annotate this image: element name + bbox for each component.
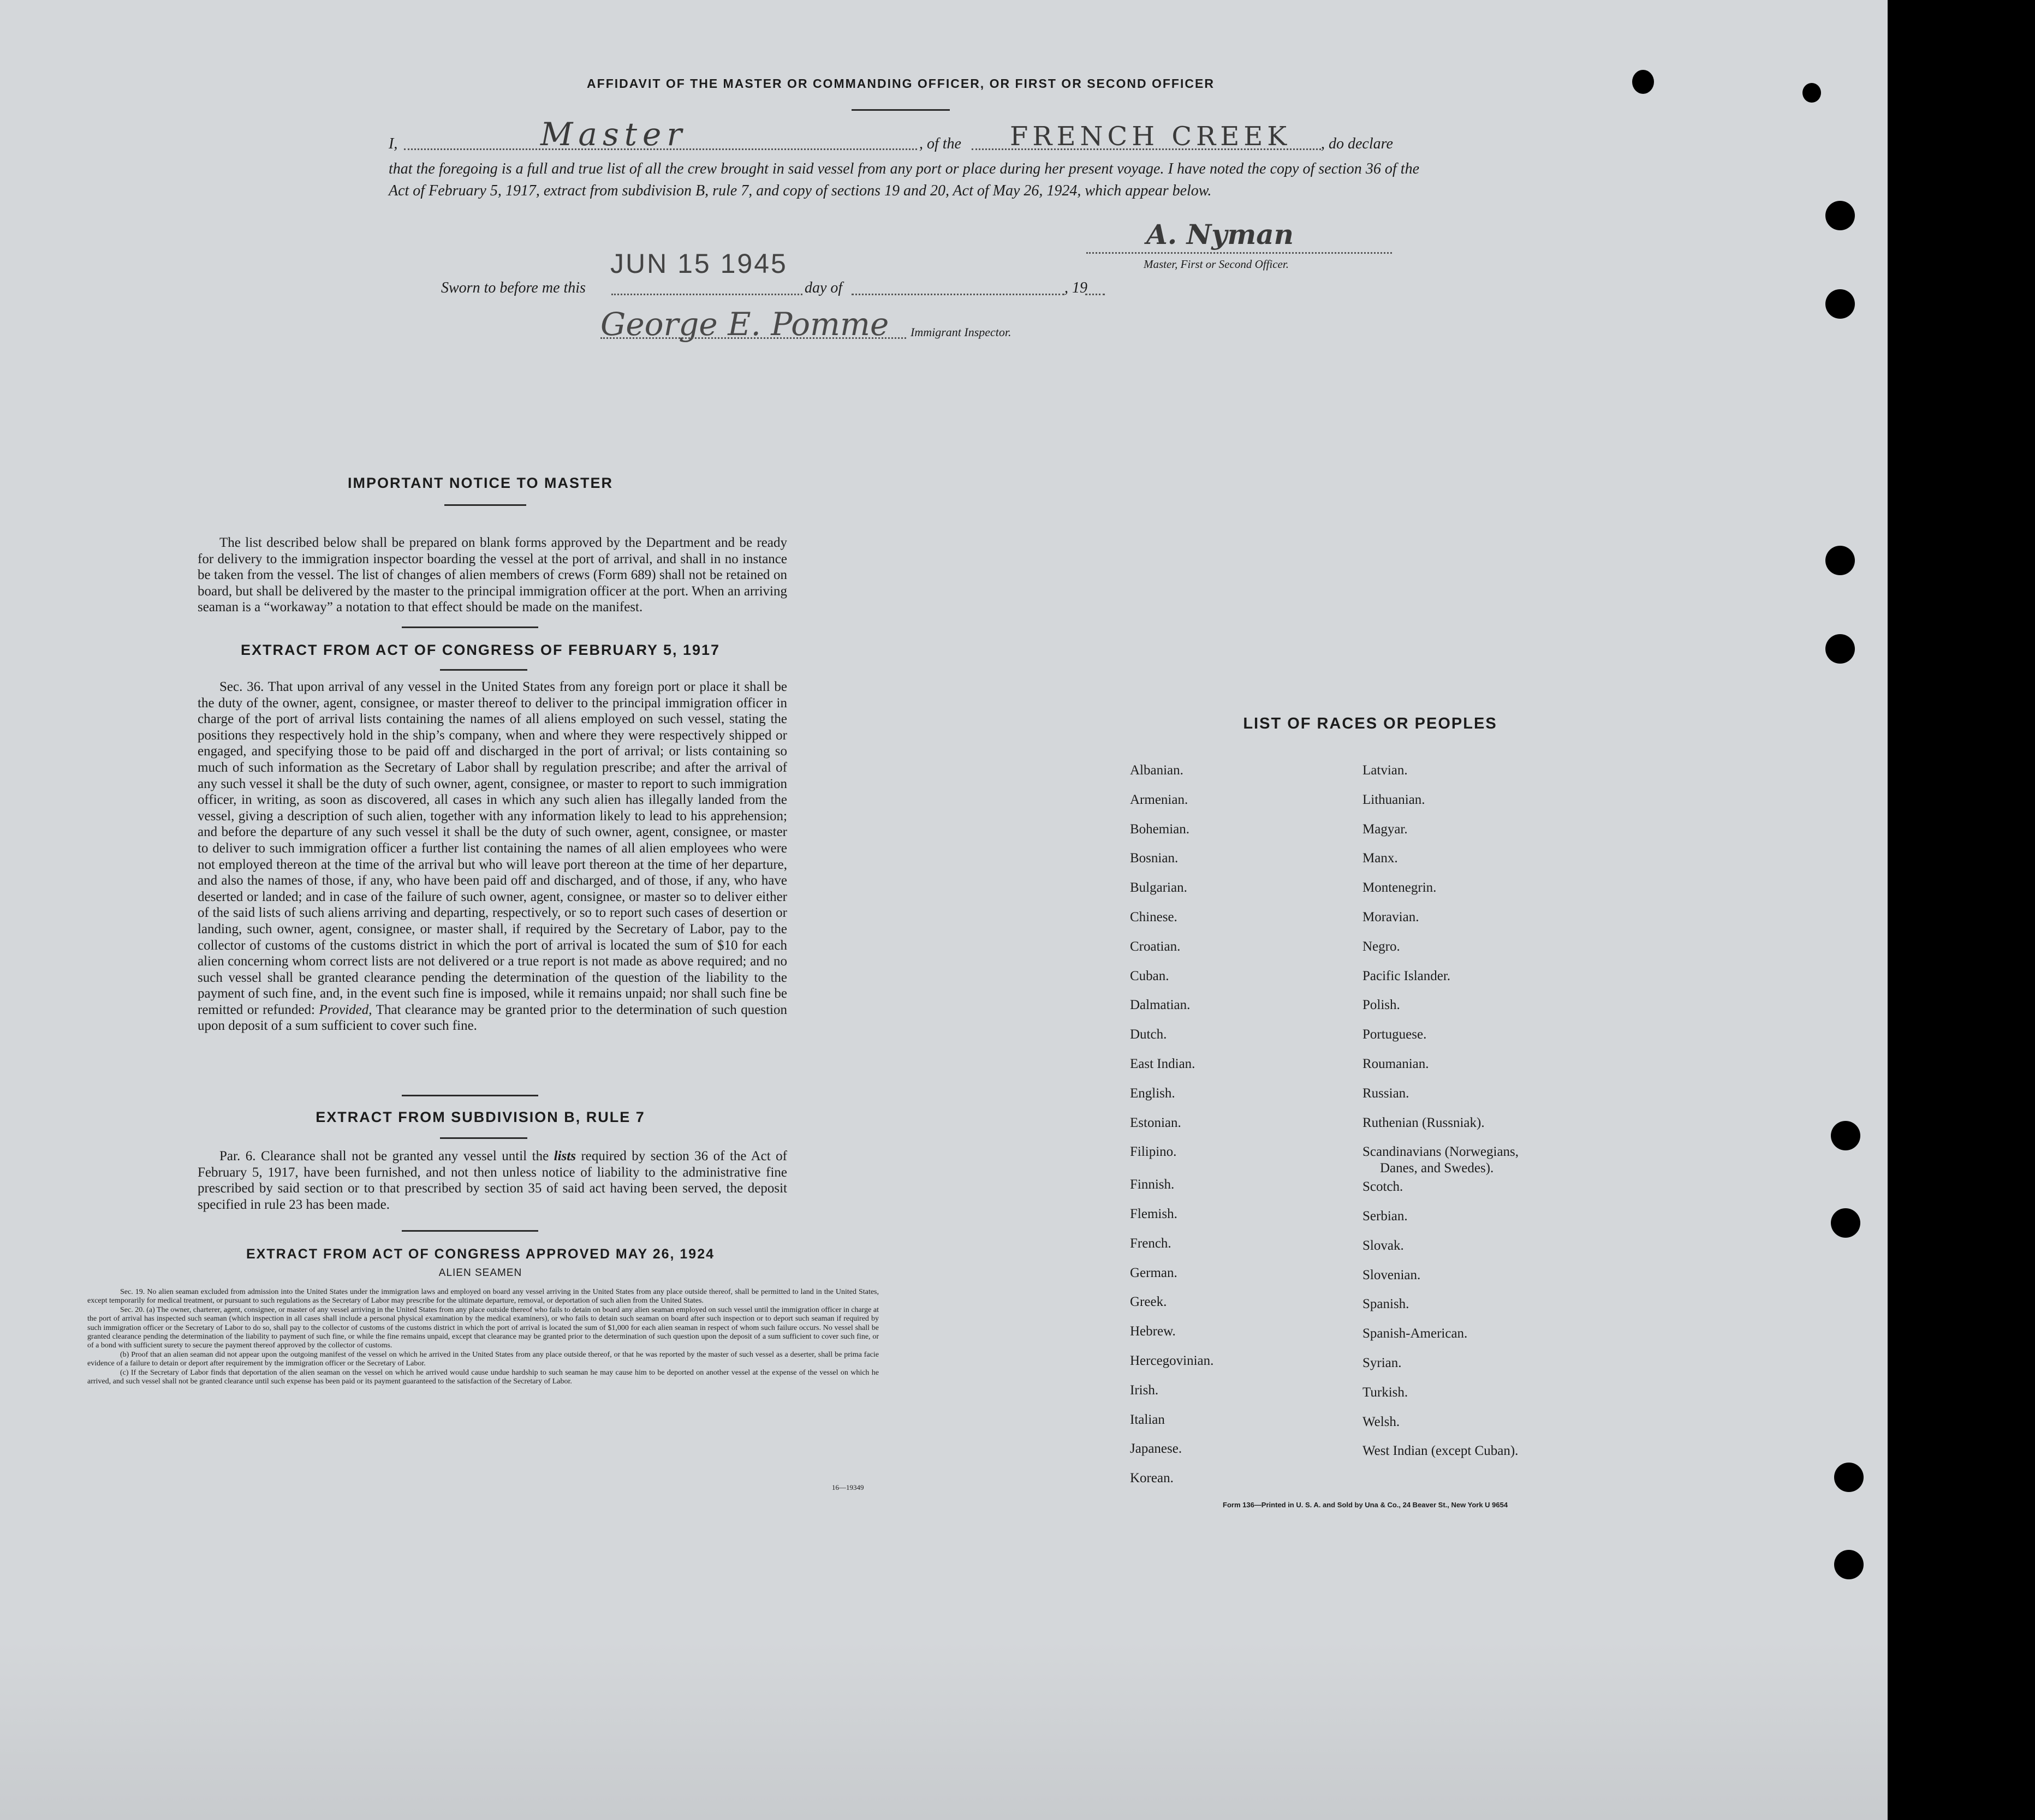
section-19-text: Sec. 19. No alien seaman excluded from admission into the United States under the immigration laws and employed on board any vessel arriving in the United States from any place outside thereof, shall be permitted to land in the United States, except temporarily for medical treatment, or pursuant to such regulations as the Secretary of Labor may prescribe for the ultimate departure, removal, or deportation of such alien from the United States. [87, 1288, 879, 1305]
provided-word: Provided, [319, 1002, 372, 1017]
master-label: Master, First or Second Officer. [1144, 258, 1289, 271]
race-item: Croatian. [1130, 939, 1181, 954]
race-item: French. [1130, 1236, 1171, 1251]
race-item: Dutch. [1130, 1027, 1167, 1042]
race-item: Roumanian. [1362, 1057, 1429, 1071]
race-item: Ruthenian (Russniak). [1362, 1115, 1485, 1130]
races-heading: LIST OF RACES OR PEOPLES [1243, 715, 1497, 732]
punch-hole [1802, 83, 1821, 103]
race-item: Spanish. [1362, 1297, 1409, 1312]
divider [440, 669, 527, 671]
day-line [611, 294, 802, 295]
inspector-label: Immigrant Inspector. [911, 325, 1011, 339]
signature-line [1086, 252, 1392, 254]
handwritten-master: Master [540, 116, 688, 153]
notice-heading: IMPORTANT NOTICE TO MASTER [348, 475, 613, 491]
section-36-label: Sec. 36. [219, 679, 264, 694]
race-item: Korean. [1130, 1471, 1174, 1486]
race-item: Bosnian. [1130, 851, 1179, 866]
race-item: English. [1130, 1085, 1175, 1101]
race-item: Russian. [1362, 1085, 1409, 1101]
race-item: Montenegrin. [1362, 880, 1437, 896]
affidavit-heading: AFFIDAVIT OF THE MASTER OR COMMANDING OFFICER, OR FIRST OR SECOND OFFICER [587, 76, 1215, 91]
handwritten-vessel-name: FRENCH CREEK [1010, 121, 1292, 152]
race-item: Pacific Islander. [1362, 968, 1451, 983]
race-item: Moravian. [1362, 910, 1419, 924]
punch-hole [1825, 289, 1855, 319]
punch-hole [1825, 546, 1855, 575]
race-item: Scotch. [1362, 1179, 1403, 1195]
paragraph-6-text: Par. 6. Clearance shall not be granted any vessel until the lists required by section 36 of the Act of February 5, 1917, have been furnished, and not then unless notice of liability to the administrative fine prescribed by said section or to that prescribed by section 35 of said act having been served, the deposit specified in rule 23 has been made. [198, 1149, 787, 1212]
race-item: Turkish. [1362, 1385, 1408, 1400]
section-20c-text: (c) If the Secretary of Labor finds that deportation of the alien seaman on the vessel on which he arrived would cause undue hardship to such seaman he may cause him to be deported on another vessel at the expense of the vessel on which he arrived, and such vessel shall not be granted clearance until such expense has been paid or its payment guaranteed to the satisfaction of the Secretary of Labor. [87, 1368, 879, 1386]
race-item: Bohemian. [1130, 821, 1190, 837]
divider [402, 626, 538, 628]
extract-1924-body [87, 1288, 879, 1386]
race-item: Greek. [1130, 1294, 1167, 1310]
race-item: Japanese. [1130, 1441, 1182, 1457]
inspector-line [600, 337, 906, 339]
race-item: Hebrew. [1130, 1324, 1176, 1339]
race-item: West Indian (except Cuban). [1362, 1443, 1519, 1459]
punch-hole [1825, 201, 1855, 230]
divider [402, 1230, 538, 1232]
race-item: Negro. [1362, 939, 1400, 954]
punch-hole [1834, 1463, 1864, 1492]
master-signature: A. Nyman [1146, 218, 1294, 250]
form-code: 16—19349 [832, 1483, 864, 1491]
race-item: Estonian. [1130, 1115, 1181, 1130]
section-36-text: Sec. 36. That upon arrival of any vessel in the United States from any foreign port or place it shall be the duty of the owner, agent, consignee, or master thereof to deliver to the principal immigration officer in charge of the port of arrival lists containing the names of all aliens employed on such vessel, stating the positions they respectively hold in the ship’s company, when and where they were respectively shipped or engaged, and specifying those to be paid off and discharged in the port of arrival; or lists containing so much of such information as the Secretary of Labor shall by regulation prescribe; and after the arrival of any such vessel it shall be the duty of such owner, agent, consignee, or master to report to such immigration officer, in writing, as soon as discovered, all cases in which any such alien has illegally landed from the vessel, giving a description of such alien, together with any information likely to lead to his apprehension; and before the departure of any such vessel it shall be the duty of such owner, agent, consignee, or master to deliver to such immigration officer a further list containing the names of all alien employees who were not employed thereon at the time of the arrival but who will leave port thereon at the time of her departure, and also the names of those, if any, who have been paid off and discharged, and of those, if any, who have deserted or landed; and in case of the failure of such owner, agent, consignee, or master so to deliver either of the said lists of such aliens arriving and departing, respectively, or so to report such cases of desertion or landing, such owner, agent, consignee, or master shall, if required by the Secretary of Labor, pay to the collector of customs of the customs district in which the port of arrival is located the sum of $10 for each alien concerning whom correct lists are not delivered or a true report is not made as above required; and no such vessel shall be granted clearance pending the determination of the question of the liability to the payment of such fine, and, in the event such fine is imposed, while it remains unpaid; nor shall such fine be remitted or refunded: Provided, That clearance may be granted prior to the determination of such question upon deposit of a sum sufficient to cover such fine. [198, 679, 788, 1034]
affidavit-i-label: I, [389, 135, 398, 152]
divider [444, 504, 526, 506]
paragraph-6-label: Par. 6. [219, 1149, 256, 1163]
race-item: Spanish-American. [1362, 1326, 1468, 1341]
race-item: Serbian. [1362, 1209, 1408, 1224]
race-item: Albanian. [1130, 763, 1183, 778]
race-item: Welsh. [1362, 1414, 1400, 1429]
punch-hole [1834, 1550, 1864, 1579]
race-item: Hercegovinian. [1130, 1353, 1214, 1368]
of-the-label: , of the [919, 135, 961, 152]
race-item: Flemish. [1130, 1207, 1177, 1221]
extract-1917-heading: EXTRACT FROM ACT OF CONGRESS OF FEBRUARY 5, 1917 [240, 642, 721, 658]
punch-hole [1831, 1121, 1860, 1150]
punch-hole [1825, 634, 1855, 664]
race-item: Slovenian. [1362, 1267, 1421, 1282]
divider [852, 109, 950, 111]
divider [402, 1095, 538, 1096]
race-item: Manx. [1362, 851, 1398, 866]
do-declare-label: , do declare [1321, 135, 1393, 152]
year-line [1085, 294, 1105, 295]
race-item: Portuguese. [1362, 1027, 1427, 1042]
rule7-heading: EXTRACT FROM SUBDIVISION B, RULE 7 [316, 1109, 645, 1125]
race-item: Cuban. [1130, 968, 1169, 983]
race-item: Magyar. [1362, 821, 1408, 837]
race-item: Finnish. [1130, 1177, 1175, 1192]
section-20b-text: (b) Proof that an alien seaman did not appear upon the outgoing manifest of the vessel on which he arrived in the United States from any place outside thereof, or that he was reported by the master of such vessel as a deserter, shall be prima facie evidence of a failure to detain or deport after requirement by the immigration officer or the Secretary of Labor. [87, 1350, 879, 1368]
notice-text: The list described below shall be prepared on blank forms approved by the Department and be ready for delivery to the immigration inspector boarding the vessel at the port of arrival, and shall in no instance be taken from the vessel. The list of changes of alien members of crews (Form 689) shall not be retained on board, but shall be delivered by the master to the principal immigration officer at the port. When an arriving seaman is a “workaway” a notation to that effect should be made on the manifest. [198, 535, 787, 615]
race-item: Chinese. [1130, 910, 1177, 924]
race-item: Armenian. [1130, 792, 1188, 807]
race-item: Italian [1130, 1412, 1165, 1427]
race-item: Bulgarian. [1130, 880, 1187, 896]
affidavit-text: that the foregoing is a full and true list of all the crew brought in said vessel from any port or place during her present voyage. I have noted the copy of section 36 of the Act of February 5, 1917, extract from subdivision B, rule 7, and copy of sections 19 and 20, Act of May 26, 1924, which appear below. [389, 160, 1419, 199]
punch-hole [1831, 1208, 1860, 1238]
inspector-signature: George E. Pomme [600, 306, 889, 343]
race-item: Slovak. [1362, 1238, 1404, 1253]
month-line [852, 294, 1064, 295]
race-item: Lithuanian. [1362, 792, 1425, 807]
race-item: Filipino. [1130, 1144, 1177, 1160]
divider [440, 1137, 527, 1139]
race-item: Danes, and Swedes). [1380, 1161, 1494, 1176]
punch-hole [1632, 70, 1654, 94]
extract-1924-heading: EXTRACT FROM ACT OF CONGRESS APPROVED MAY 26, 1924 [246, 1246, 715, 1262]
race-item: Latvian. [1362, 763, 1408, 778]
form-printer-note: Form 136—Printed in U. S. A. and Sold by Una & Co., 24 Beaver St., New York U 9654 [1223, 1501, 1508, 1509]
sworn-label: Sworn to before me this [441, 279, 586, 296]
race-item: Polish. [1362, 998, 1400, 1013]
race-item: Irish. [1130, 1382, 1159, 1398]
section-20a-text: Sec. 20. (a) The owner, charterer, agent, consignee, or master of any vessel arriving in the United States from any place outside thereof who fails to detain on board any alien seaman employed on such vessel until the immigration officer in charge at the port of arrival has inspected such seaman (which inspection in all cases shall include a personal physical examination by the medical examiners), or who fails to detain such seaman on board after such inspection or to deport such seaman if required by such immigration officer or the Secretary of Labor to do so, shall pay to the collector of customs of the customs district in which the port of arrival is located the sum of $1,000 for each alien seaman in respect of whom such failure occurs. No vessel shall be granted clearance pending the determination of the liability to payment of such fine, or while the fine remains unpaid, except that clearance may be granted prior to the determination of such question upon the deposit of a sum sufficient to cover such fine, or of a bond with sufficient surety to secure the payment thereof approved by the collector of customs. [87, 1305, 879, 1350]
alien-seamen-subheading: ALIEN SEAMEN [438, 1267, 522, 1279]
race-item: German. [1130, 1265, 1177, 1280]
day-of-label: day of [805, 279, 843, 296]
race-item: East Indian. [1130, 1057, 1195, 1071]
date-stamp: JUN 15 1945 [610, 248, 788, 279]
race-item: Dalmatian. [1130, 998, 1191, 1013]
year-label: , 19 [1064, 279, 1087, 296]
race-item: Scandinavians (Norwegians, [1362, 1144, 1519, 1160]
race-item: Syrian. [1362, 1356, 1402, 1370]
lists-word: lists [554, 1149, 576, 1163]
